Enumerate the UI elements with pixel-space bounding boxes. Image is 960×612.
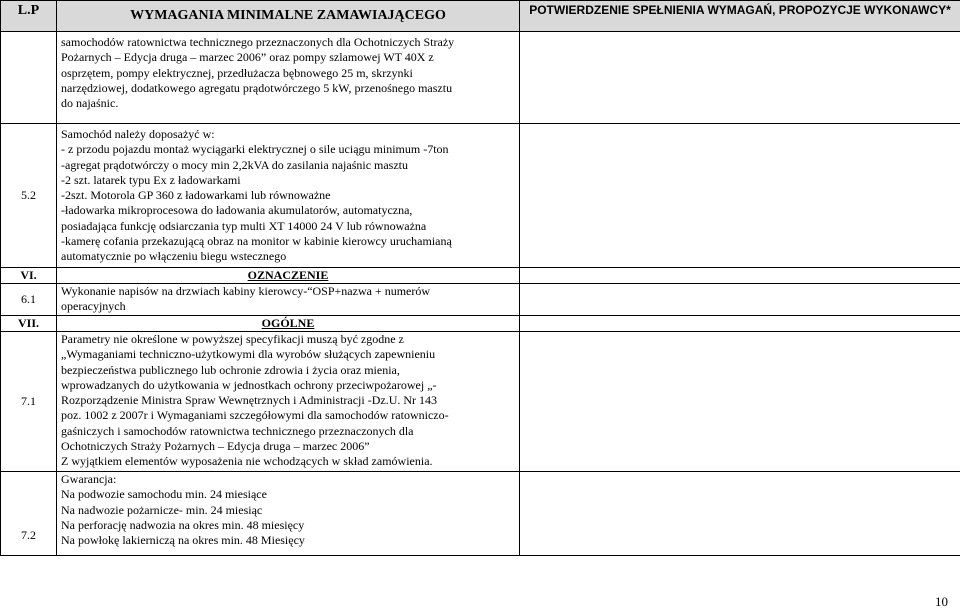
text-line: automatycznie po włączeniu biegu wstecznego bbox=[61, 249, 287, 264]
page-number: 10 bbox=[935, 594, 948, 609]
text-line: do najaśnic. bbox=[61, 96, 119, 111]
text-line: Samochód należy doposażyć w: bbox=[61, 127, 215, 141]
section-vi-row bbox=[1, 268, 960, 284]
continuation-number bbox=[1, 32, 57, 124]
text-line: posiadająca funkcję odsiarczania typ multi XT 14000 24 V lub równoważna bbox=[61, 218, 427, 233]
text-line: samochodów ratownictwa technicznego przeznaczonych dla Ochotniczych Straży bbox=[61, 35, 455, 49]
section-number: VI. bbox=[1, 268, 57, 284]
text-line: wprowadzanych do użytkowania w jednostkach ochrony przeciwpożarowej „- bbox=[61, 377, 437, 392]
row-7-1 bbox=[1, 332, 960, 472]
text-line: Z wyjątkiem elementów wyposażenia nie wchodzących w skład zamówienia. bbox=[61, 454, 433, 469]
row-text bbox=[57, 124, 520, 268]
section-number: VII. bbox=[1, 316, 57, 332]
text-line: bezpieczeństwa publicznego lub ochronie zdrowia i życia oraz mienia, bbox=[61, 362, 400, 377]
confirmation-cell[interactable] bbox=[520, 32, 960, 124]
confirmation-cell[interactable] bbox=[520, 332, 960, 472]
confirmation-cell[interactable] bbox=[520, 284, 960, 316]
row-text bbox=[57, 332, 520, 472]
section-title: OZNACZENIE bbox=[57, 268, 520, 284]
section-title: OGÓLNE bbox=[57, 316, 520, 332]
row-text bbox=[57, 472, 520, 556]
text-line: „Wymaganiami techniczno-użytkowymi dla wyrobów służących zapewnieniu bbox=[61, 347, 436, 362]
text-line: -2szt. Motorola GP 360 z ładowarkami lub równoważne bbox=[61, 188, 331, 203]
text-line: osprzętem, pompy elektrycznej, przedłużacza bębnowego 25 m, skrzynki bbox=[61, 65, 413, 80]
row-number: 5.2 bbox=[1, 124, 57, 268]
header-requirements: WYMAGANIA MINIMALNE ZAMAWIAJĄCEGO bbox=[57, 1, 520, 32]
header-row bbox=[1, 1, 960, 32]
continuation-text bbox=[57, 32, 520, 124]
text-line: Gwarancja: bbox=[61, 472, 117, 486]
row-text bbox=[57, 284, 520, 316]
text-line: - z przodu pojazdu montaż wyciągarki elektrycznej o sile uciągu minimum -7ton bbox=[61, 142, 449, 157]
confirmation-cell[interactable] bbox=[520, 316, 960, 332]
text-line: poz. 1002 z 2007r i Wymaganiami szczegółowymi dla samochodów ratowniczo- bbox=[61, 408, 449, 423]
header-lp: L.P bbox=[1, 1, 57, 32]
text-line: -ładowarka mikroprocesowa do ładowania akumulatorów, automatyczna, bbox=[61, 203, 413, 218]
confirmation-cell[interactable] bbox=[520, 472, 960, 556]
text-line: Rozporządzenie Ministra Spraw Wewnętrznych i Administracji -Dz.U. Nr 143 bbox=[61, 393, 438, 408]
header-confirmation: POTWIERDZENIE SPEŁNIENIA WYMAGAŃ, PROPOZYCJE WYKONAWCY* bbox=[520, 1, 960, 32]
text-line: Na nadwozie pożarnicze- min. 24 miesiąc bbox=[61, 502, 263, 517]
text-line: Pożarnych – Edycja druga – marzec 2006” oraz pompy szlamowej WT 40X z bbox=[61, 50, 434, 65]
row-number: 6.1 bbox=[1, 284, 57, 316]
text-line: -agregat prądotwórczy o mocy min 2,2kVA do zasilania najaśnic masztu bbox=[61, 157, 409, 172]
confirmation-cell[interactable] bbox=[520, 124, 960, 268]
text-line: Ochotniczych Straży Pożarnych – Edycja druga – marzec 2006” bbox=[61, 439, 370, 454]
row-number: 7.2 bbox=[1, 472, 57, 556]
text-line: -kamerę cofania przekazującą obraz na monitor w kabinie kierowcy uruchamianą bbox=[61, 234, 452, 249]
text-line: Parametry nie określone w powyższej specyfikacji muszą być zgodne z bbox=[61, 332, 404, 346]
row-number: 7.1 bbox=[1, 332, 57, 472]
text-line: Wykonanie napisów na drzwiach kabiny kierowcy-“OSP+nazwa + numerów bbox=[61, 284, 431, 298]
row-7-2 bbox=[1, 472, 960, 556]
text-line: Na perforację nadwozia na okres min. 48 miesięcy bbox=[61, 517, 305, 532]
text-line: operacyjnych bbox=[61, 299, 126, 314]
text-line: -2 szt. latarek typu Ex z ładowarkami bbox=[61, 172, 241, 187]
row-6-1 bbox=[1, 284, 960, 316]
text-line: Na podwozie samochodu min. 24 miesiące bbox=[61, 487, 267, 502]
row-5-2 bbox=[1, 124, 960, 268]
text-line: gaśniczych i samochodów ratownictwa technicznego przeznaczonych dla bbox=[61, 423, 414, 438]
text-line: narzędziowej, dodatkowego agregatu prądotwórczego 5 kW, przenośnego masztu bbox=[61, 80, 453, 95]
text-line: Na powłokę lakierniczą na okres min. 48 Miesięcy bbox=[61, 533, 305, 548]
confirmation-cell[interactable] bbox=[520, 268, 960, 284]
section-vii-row bbox=[1, 316, 960, 332]
continuation-row bbox=[1, 32, 960, 124]
